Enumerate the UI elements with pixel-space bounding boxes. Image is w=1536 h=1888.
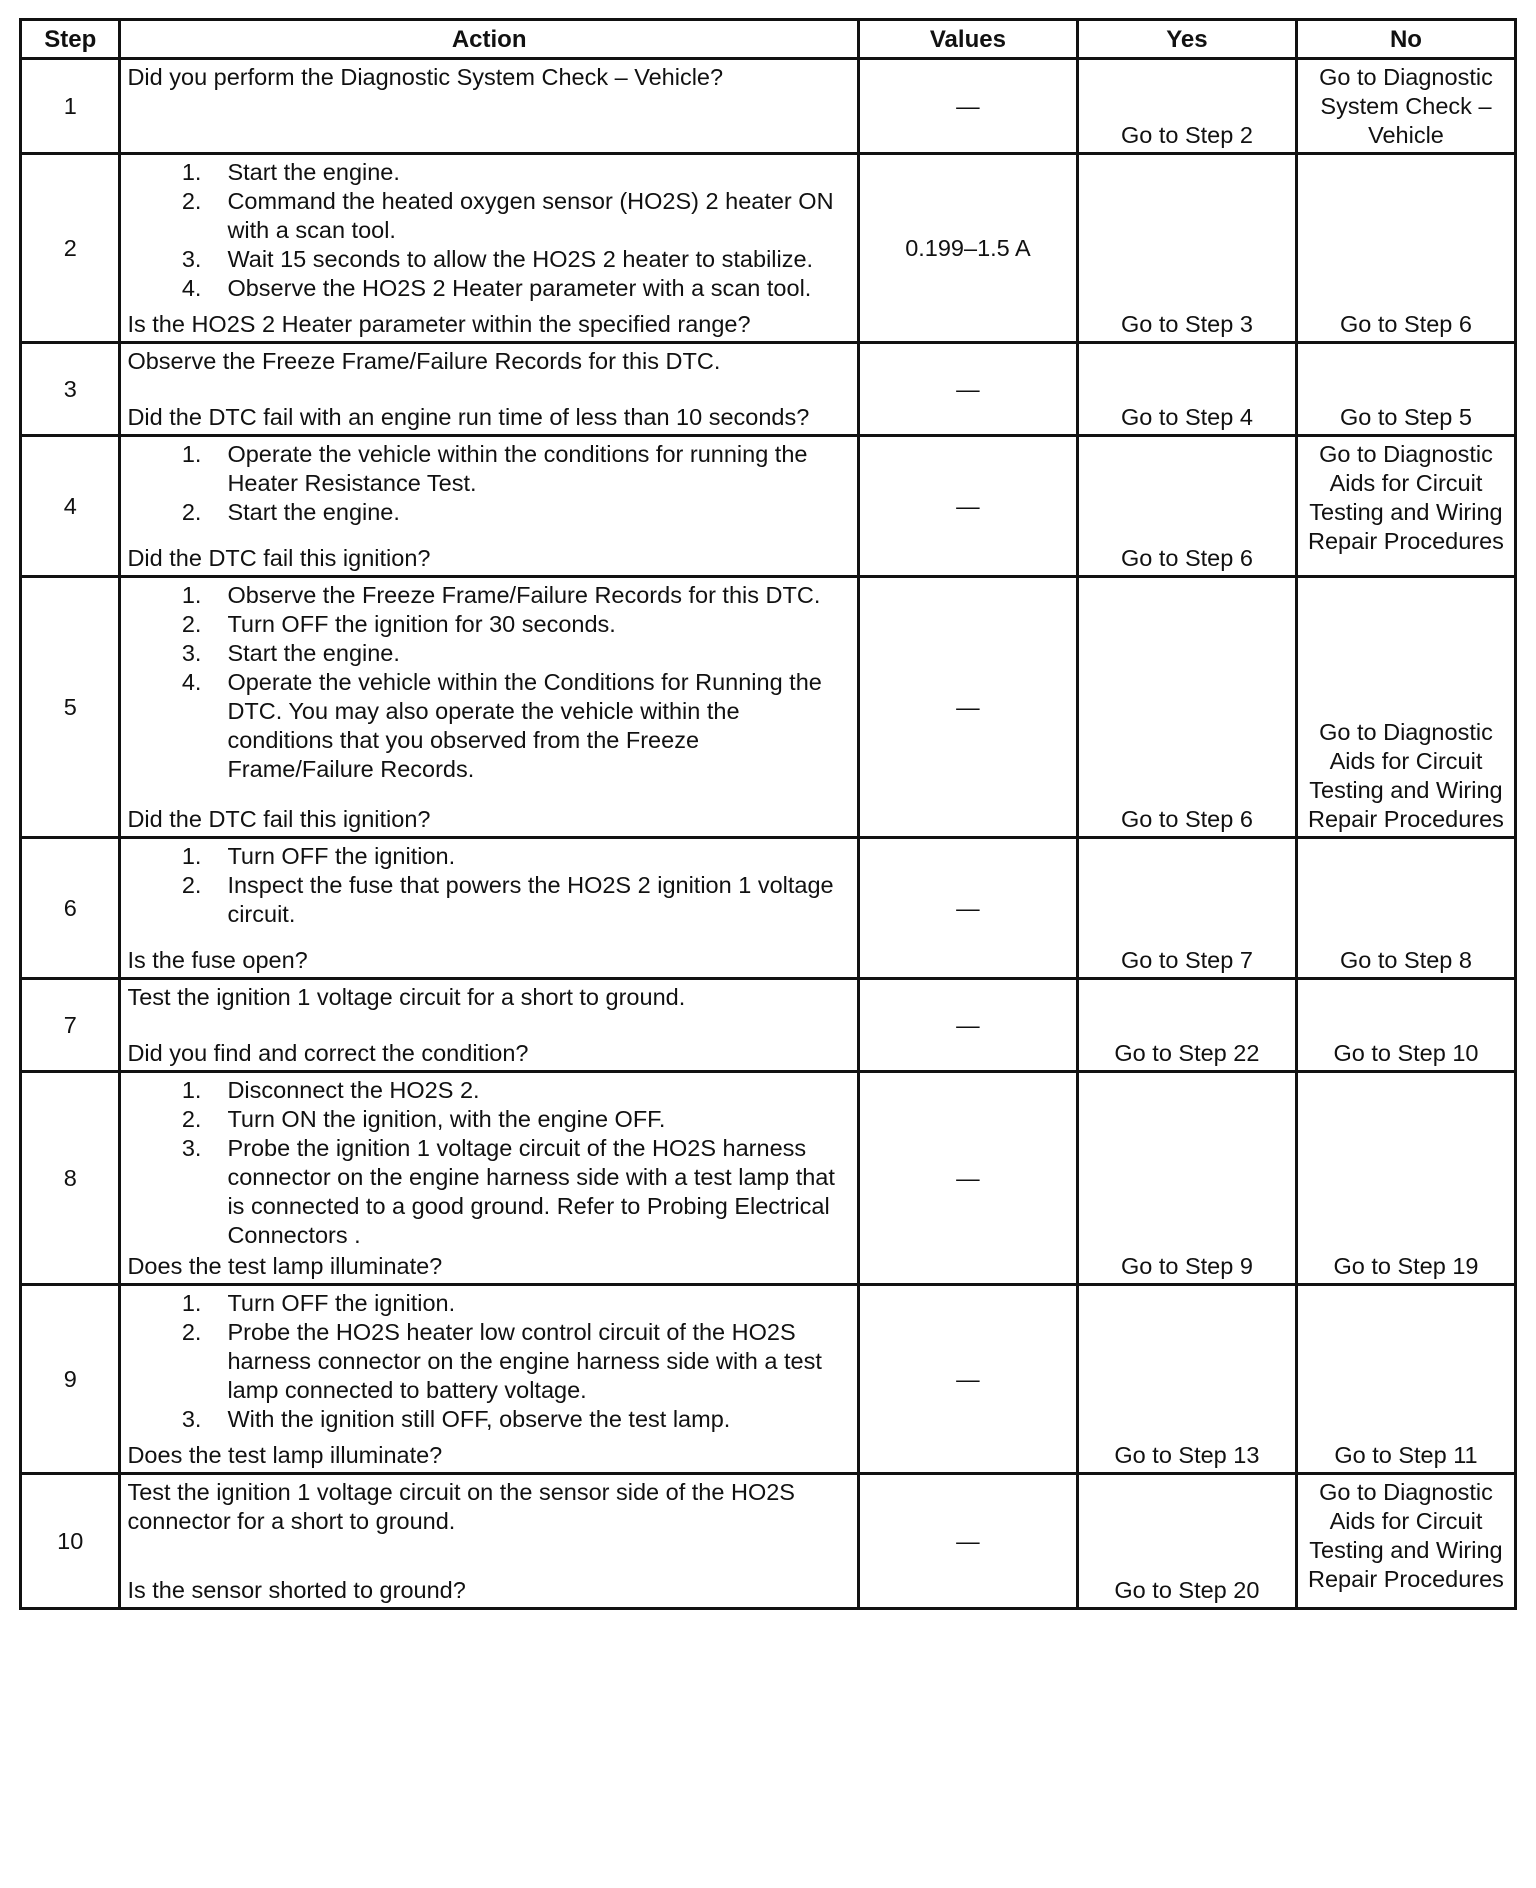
values-cell: —: [858, 979, 1077, 1072]
action-step-text: Turn ON the ignition, with the engine OFF.: [227, 1106, 666, 1132]
action-step-item: [127, 1289, 850, 1318]
values-cell: —: [858, 1474, 1077, 1609]
no-outcome-link[interactable]: Go to Diagnostic Aids for Circuit Testing and Wiring Repair Procedures: [1308, 441, 1504, 554]
action-steps-list: [127, 581, 850, 784]
action-content: [121, 155, 856, 341]
header-yes: Yes: [1077, 20, 1296, 59]
action-step-number: 2.: [181, 188, 202, 214]
yes-cell: [1077, 979, 1296, 1072]
yes-outcome-link[interactable]: Go to Step 20: [1114, 1577, 1260, 1603]
no-cell: [1296, 343, 1515, 436]
no-cell: [1296, 979, 1515, 1072]
no-outcome-link[interactable]: Go to Step 11: [1334, 1442, 1478, 1468]
action-step-text: Observe the Freeze Frame/Failure Records for this DTC.: [227, 582, 821, 608]
yes-cell: [1077, 1285, 1296, 1474]
action-question: Is the fuse open?: [127, 947, 308, 973]
action-step-item: [127, 610, 850, 639]
action-step-text: Probe the HO2S heater low control circuit of the HO2S harness connector on the engine harness side with a test lamp connected to battery voltage.: [227, 1319, 822, 1403]
step-number: 6: [21, 838, 120, 979]
no-cell: [1296, 1285, 1515, 1474]
action-step-number: 2.: [181, 872, 202, 898]
table-row: [21, 1072, 1516, 1285]
action-step-text: Wait 15 seconds to allow the HO2S 2 heater to stabilize.: [227, 246, 814, 272]
action-step-number: 3.: [181, 246, 202, 272]
no-cell: [1296, 154, 1515, 343]
action-step-item: [127, 1105, 850, 1134]
yes-outcome-link[interactable]: Go to Step 4: [1120, 404, 1253, 430]
action-question: Did the DTC fail with an engine run time of less than 10 seconds?: [127, 404, 810, 430]
action-step-number: 1.: [181, 843, 202, 869]
action-question: Did the DTC fail this ignition?: [127, 806, 431, 832]
action-step-text: Turn OFF the ignition for 30 seconds.: [227, 611, 616, 637]
action-top: [127, 440, 850, 527]
values-cell: —: [858, 436, 1077, 577]
action-step-number: 1.: [181, 582, 202, 608]
no-outcome-link[interactable]: Go to Diagnostic Aids for Circuit Testing and Wiring Repair Procedures: [1308, 1479, 1504, 1592]
action-content: [121, 437, 856, 575]
table-row: [21, 577, 1516, 838]
action-question: Is the sensor shorted to ground?: [127, 1577, 466, 1603]
action-step-number: 2.: [181, 611, 202, 637]
action-question: Is the HO2S 2 Heater parameter within the specified range?: [127, 311, 751, 337]
action-step-text: Start the engine.: [227, 159, 400, 185]
action-top: [127, 63, 850, 92]
no-cell: [1296, 1474, 1515, 1609]
table-row: [21, 1474, 1516, 1609]
action-instruction: Observe the Freeze Frame/Failure Records for this DTC.: [127, 348, 721, 374]
action-step-number: 1.: [181, 1290, 202, 1316]
action-step-item: [127, 1405, 850, 1434]
step-number: 8: [21, 1072, 120, 1285]
action-step-text: Start the engine.: [227, 499, 400, 525]
action-question: Does the test lamp illuminate?: [127, 1253, 443, 1279]
action-step-item: [127, 871, 850, 929]
action-step-number: 1.: [181, 159, 202, 185]
values-cell: —: [858, 577, 1077, 838]
table-row: [21, 979, 1516, 1072]
yes-outcome-link[interactable]: Go to Step 9: [1120, 1253, 1253, 1279]
action-top: [127, 1289, 850, 1434]
action-step-item: [127, 187, 850, 245]
action-content: [121, 344, 856, 434]
yes-cell: [1077, 838, 1296, 979]
action-step-item: [127, 1318, 850, 1405]
values-cell: 0.199–1.5 A: [858, 154, 1077, 343]
action-cell: [120, 1474, 858, 1609]
action-step-item: [127, 245, 850, 274]
action-step-text: Operate the vehicle within the Conditions for Running the DTC. You may also operate the vehicle within the conditions that you observed from the Freeze Frame/Failure Records.: [227, 669, 822, 782]
no-cell: [1296, 1072, 1515, 1285]
action-step-text: Probe the ignition 1 voltage circuit of the HO2S harness connector on the engine harness side with a test lamp that is connected to a good ground. Refer to Probing Electrical Connectors .: [227, 1135, 835, 1248]
action-steps-list: [127, 1076, 850, 1250]
yes-cell: [1077, 154, 1296, 343]
action-cell: [120, 1285, 858, 1474]
no-cell: [1296, 436, 1515, 577]
action-top: [127, 347, 850, 376]
no-cell: [1296, 59, 1515, 154]
action-top: [127, 983, 850, 1012]
action-step-text: With the ignition still OFF, observe the test lamp.: [227, 1406, 731, 1432]
action-cell: [120, 838, 858, 979]
action-step-item: [127, 274, 850, 303]
table-body: [21, 59, 1516, 1609]
action-cell: [120, 577, 858, 838]
no-outcome-link[interactable]: Go to Step 8: [1339, 947, 1472, 973]
action-top: [127, 1478, 850, 1536]
values-cell: —: [858, 1285, 1077, 1474]
action-content: [121, 839, 856, 977]
action-top: [127, 842, 850, 929]
action-content: [121, 60, 856, 152]
yes-outcome-link[interactable]: Go to Step 2: [1120, 122, 1253, 148]
action-instruction: Test the ignition 1 voltage circuit for a short to ground.: [127, 984, 686, 1010]
yes-outcome-link[interactable]: Go to Step 13: [1114, 1442, 1260, 1468]
header-row: [21, 20, 1516, 59]
action-content: [121, 1073, 856, 1283]
action-steps-list: [127, 1289, 850, 1434]
step-number: 1: [21, 59, 120, 154]
yes-cell: [1077, 436, 1296, 577]
step-number: 4: [21, 436, 120, 577]
yes-outcome-link[interactable]: Go to Step 22: [1114, 1040, 1260, 1066]
action-step-text: Turn OFF the ignition.: [227, 1290, 456, 1316]
action-step-item: [127, 842, 850, 871]
step-number: 3: [21, 343, 120, 436]
action-step-number: 3.: [181, 640, 202, 666]
yes-outcome-link[interactable]: Go to Step 6: [1120, 545, 1253, 571]
action-steps-list: [127, 842, 850, 929]
yes-cell: [1077, 59, 1296, 154]
action-question: Did the DTC fail this ignition?: [127, 545, 431, 571]
table-row: [21, 838, 1516, 979]
header-step: Step: [21, 20, 120, 59]
action-steps-list: [127, 440, 850, 527]
no-outcome-link[interactable]: Go to Step 19: [1333, 1253, 1479, 1279]
step-number: 7: [21, 979, 120, 1072]
values-cell: —: [858, 343, 1077, 436]
action-top: [127, 581, 850, 784]
action-cell: [120, 979, 858, 1072]
action-step-number: 2.: [181, 1106, 202, 1132]
no-outcome-link[interactable]: Go to Step 6: [1339, 311, 1472, 337]
table-row: [21, 343, 1516, 436]
action-content: [121, 578, 856, 836]
action-step-text: Operate the vehicle within the conditions for running the Heater Resistance Test.: [227, 441, 808, 496]
no-cell: [1296, 838, 1515, 979]
diagnostic-table: [19, 18, 1517, 1610]
action-content: [121, 980, 856, 1070]
step-number: 5: [21, 577, 120, 838]
action-cell: [120, 436, 858, 577]
values-cell: —: [858, 59, 1077, 154]
action-step-number: 4.: [181, 275, 202, 301]
action-step-number: 2.: [181, 1319, 202, 1345]
action-step-number: 1.: [181, 1077, 202, 1103]
action-cell: [120, 59, 858, 154]
yes-cell: [1077, 343, 1296, 436]
action-step-text: Command the heated oxygen sensor (HO2S) 2 heater ON with a scan tool.: [227, 188, 834, 243]
action-step-item: [127, 498, 850, 527]
action-step-item: [127, 639, 850, 668]
table-row: [21, 59, 1516, 154]
no-outcome-link[interactable]: Go to Diagnostic Aids for Circuit Testing and Wiring Repair Procedures: [1308, 719, 1504, 832]
action-step-text: Turn OFF the ignition.: [227, 843, 456, 869]
action-step-item: [127, 1076, 850, 1105]
action-instruction: Test the ignition 1 voltage circuit on the sensor side of the HO2S connector for a short to ground.: [127, 1479, 795, 1534]
no-cell: [1296, 577, 1515, 838]
yes-cell: [1077, 577, 1296, 838]
action-step-number: 3.: [181, 1406, 202, 1432]
action-step-text: Inspect the fuse that powers the HO2S 2 ignition 1 voltage circuit.: [227, 872, 834, 927]
action-top: [127, 158, 850, 303]
action-step-item: [127, 440, 850, 498]
header-no: No: [1296, 20, 1515, 59]
action-question: Does the test lamp illuminate?: [127, 1442, 443, 1468]
header-values: Values: [858, 20, 1077, 59]
action-cell: [120, 1072, 858, 1285]
header-action: Action: [120, 20, 858, 59]
action-step-number: 1.: [181, 441, 202, 467]
values-cell: —: [858, 838, 1077, 979]
action-step-number: 3.: [181, 1135, 202, 1161]
no-outcome-link[interactable]: Go to Step 5: [1339, 404, 1472, 430]
table-row: [21, 1285, 1516, 1474]
step-number: 9: [21, 1285, 120, 1474]
action-content: [121, 1475, 856, 1607]
yes-cell: [1077, 1474, 1296, 1609]
action-step-item: [127, 668, 850, 784]
step-number: 2: [21, 154, 120, 343]
action-step-text: Disconnect the HO2S 2.: [227, 1077, 480, 1103]
no-outcome-link[interactable]: Go to Diagnostic System Check – Vehicle: [1319, 64, 1493, 148]
table-row: [21, 154, 1516, 343]
table-row: [21, 436, 1516, 577]
yes-outcome-link[interactable]: Go to Step 6: [1120, 806, 1253, 832]
action-question: Did you find and correct the condition?: [127, 1040, 529, 1066]
action-step-number: 4.: [181, 669, 202, 695]
action-cell: [120, 343, 858, 436]
yes-cell: [1077, 1072, 1296, 1285]
step-number: 10: [21, 1474, 120, 1609]
action-step-item: [127, 158, 850, 187]
no-outcome-link[interactable]: Go to Step 10: [1333, 1040, 1479, 1066]
action-step-number: 2.: [181, 499, 202, 525]
action-cell: [120, 154, 858, 343]
yes-outcome-link[interactable]: Go to Step 7: [1120, 947, 1253, 973]
action-content: [121, 1286, 856, 1472]
action-step-text: Observe the HO2S 2 Heater parameter with a scan tool.: [227, 275, 812, 301]
action-instruction: Did you perform the Diagnostic System Check – Vehicle?: [127, 64, 724, 90]
action-step-text: Start the engine.: [227, 640, 400, 666]
action-step-item: [127, 581, 850, 610]
action-steps-list: [127, 158, 850, 303]
values-cell: —: [858, 1072, 1077, 1285]
yes-outcome-link[interactable]: Go to Step 3: [1120, 311, 1253, 337]
action-top: [127, 1076, 850, 1250]
action-step-item: [127, 1134, 850, 1250]
